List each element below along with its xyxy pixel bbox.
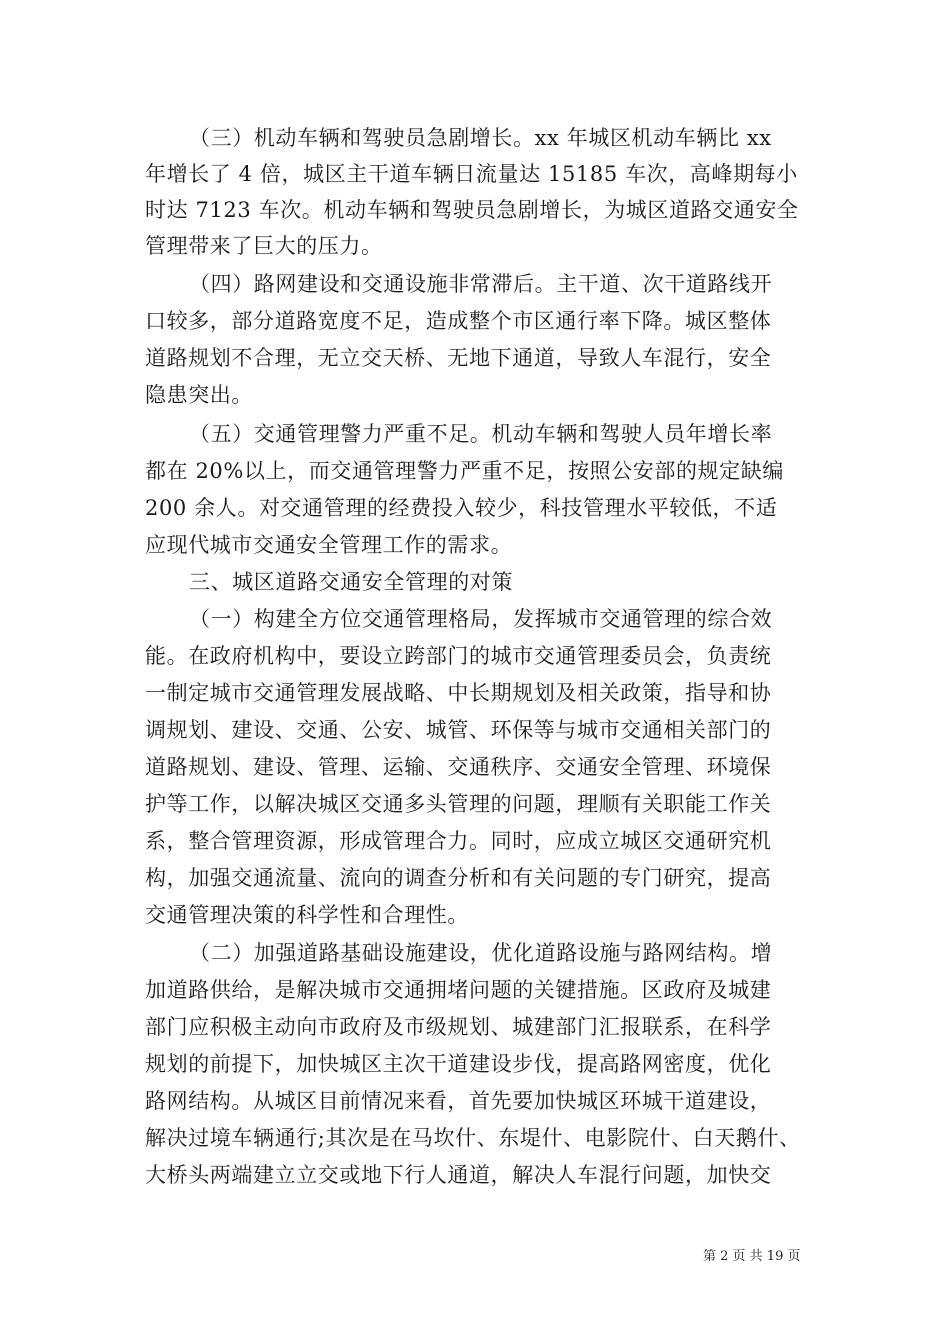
paragraph-line: 系，整合管理资源，形成管理合力。同时，应成立城区交通研究机 [145,829,772,853]
paragraph-line: 管理带来了巨大的压力。 [145,234,383,258]
paragraph-line: 道路规划不合理，无立交天桥、无地下通道，导致人车混行，安全 [145,346,772,370]
paragraph-line: （四）路网建设和交通设施非常滞后。主干道、次干道路线开 [189,272,773,296]
paragraph-line: 能。在政府机构中，要设立跨部门的城市交通管理委员会，负责统 [145,644,772,668]
paragraph-line: 都在 20%以上，而交通管理警力严重不足，按照公安部的规定缺编 [145,459,784,483]
paragraph-line: 构，加强交通流量、流向的调查分析和有关问题的专门研究，提高 [145,866,772,890]
paragraph-line: 规划的前提下，加快城区主次干道建设步伐，提高路网密度，优化 [145,1052,772,1076]
paragraph-line: 时达 7123 车次。机动车辆和驾驶员急剧增长，为城区道路交通安全 [145,198,799,222]
paragraph-line: 一制定城市交通管理发展战略、中长期规划及相关政策，指导和协 [145,681,772,705]
paragraph-line: 解决过境车辆通行;其次是在马坎什、东堤什、电影院什、白天鹅什、 [145,1126,801,1150]
paragraph-line: （三）机动车辆和驾驶员急剧增长。xx 年城区机动车辆比 xx [189,126,772,150]
paragraph-line: 道路规划、建设、管理、运输、交通秩序、交通安全管理、环境保 [145,755,772,779]
paragraph-line: 隐患突出。 [145,383,253,407]
paragraph-line: （一）构建全方位交通管理格局，发挥城市交通管理的综合效 [189,607,773,631]
paragraph-line: 调规划、建设、交通、公安、城管、环保等与城市交通相关部门的 [145,718,772,742]
section-heading: 三、城区道路交通安全管理的对策 [189,570,513,594]
paragraph-line: 应现代城市交通安全管理工作的需求。 [145,533,513,557]
paragraph-line: 交通管理决策的科学性和合理性。 [145,903,469,927]
paragraph-line: 护等工作，以解决城区交通多头管理的问题，理顺有关职能工作关 [145,792,772,816]
paragraph-line: （二）加强道路基础设施建设，优化道路设施与路网结构。增 [189,941,773,965]
paragraph-line: （五）交通管理警力严重不足。机动车辆和驾驶人员年增长率 [189,422,773,446]
paragraph-line: 大桥头两端建立立交或地下行人通道，解决人车混行问题，加快交 [145,1163,772,1187]
paragraph-line: 加道路供给，是解决城市交通拥堵问题的关键措施。区政府及城建 [145,978,772,1002]
paragraph-line: 年增长了 4 倍，城区主干道车辆日流量达 15185 车次，高峰期每小 [145,162,798,186]
paragraph-line: 部门应积极主动向市政府及市级规划、城建部门汇报联系，在科学 [145,1015,772,1039]
paragraph-line: 200 余人。对交通管理的经费投入较少，科技管理水平较低，不适 [145,496,778,520]
paragraph-line: 路网结构。从城区目前情况来看，首先要加快城区环城干道建设， [145,1089,772,1113]
paragraph-line: 口较多，部分道路宽度不足，造成整个市区通行率下降。城区整体 [145,309,772,333]
page-number: 第 2 页 共 19 页 [703,1249,801,1264]
